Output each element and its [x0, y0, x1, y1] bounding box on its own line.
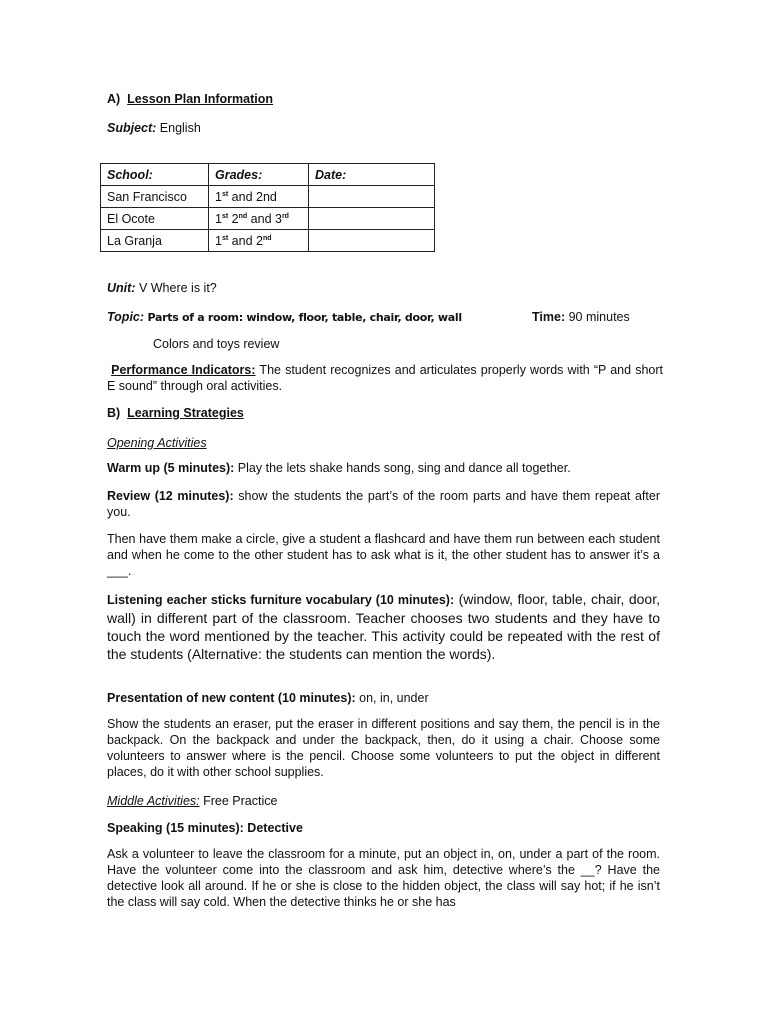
grade-text: 2 — [228, 211, 239, 226]
grade-number: 1 — [215, 211, 222, 226]
warmup-text: Play the lets shake hands song, sing and dance all together. — [234, 461, 571, 475]
grades-cell — [209, 230, 309, 252]
unit-value: V Where is it? — [135, 281, 217, 295]
warmup-line — [107, 460, 660, 476]
grade-text: and 2nd — [228, 189, 277, 204]
grade-number: 1 — [215, 189, 222, 204]
header-school: School: — [101, 164, 209, 186]
time-line — [532, 309, 672, 325]
grade-number: 1 — [215, 233, 222, 248]
review-label: Review (12 minutes): — [107, 489, 234, 503]
grade-suffix: st — [221, 234, 229, 242]
table-row — [101, 208, 435, 230]
grade-suffix: rd — [281, 212, 289, 220]
warmup-label: Warm up (5 minutes): — [107, 461, 235, 475]
topic-value: Parts of a room: window, floor, table, chair, door, wall — [147, 311, 462, 324]
eraser-activity-paragraph: Show the students an eraser, put the eraser in different positions and say them, the pencil is in the backpack. On the backpack and under the backpack, then, do it using a chair. Choose some volunteers to answer where is the pencil. Choose some volunteers to put the object in different places, do it with other school supplies. — [107, 717, 660, 779]
date-cell — [309, 208, 435, 230]
subject-line — [107, 120, 660, 136]
grade-suffix: nd — [262, 234, 272, 242]
unit-label: Unit: — [107, 281, 136, 295]
middle-text: Free Practice — [199, 794, 278, 808]
opening-heading — [107, 435, 660, 451]
subject-label: Subject: — [107, 121, 157, 135]
topic-label: Topic: — [107, 310, 145, 324]
header-grades: Grades: — [209, 164, 309, 186]
speaking-heading: Speaking (15 minutes): Detective — [107, 821, 303, 835]
grades-cell — [209, 186, 309, 208]
presentation-line — [107, 690, 660, 706]
performance-text: The student recognizes and articulates properly words with “P and short E sound” through oral activities. — [107, 363, 663, 393]
presentation-label: Presentation of new content (10 minutes): — [107, 691, 356, 705]
grade-text: and 3 — [247, 211, 282, 226]
topic-extra: Colors and toys review — [153, 337, 280, 351]
header-date: Date: — [309, 164, 435, 186]
presentation-text: on, in, under — [355, 691, 429, 705]
subject-value: English — [156, 121, 201, 135]
middle-title: Middle Activities: — [107, 794, 200, 808]
time-value: 90 minutes — [565, 310, 630, 324]
date-cell — [309, 230, 435, 252]
detective-activity-paragraph: Ask a volunteer to leave the classroom for a minute, put an object in, on, under a part of the room. Have the volunteer come into the classroom and ask him, detective where’s the __? Have the detective look all around. If he or she is close to the hidden object, the class will say hot; if he isn’t the class will say cold. When the detective thinks he or she has — [107, 847, 660, 909]
section-b-heading — [107, 405, 660, 421]
section-a-prefix: A) — [107, 92, 121, 106]
section-a-title: Lesson Plan Information — [127, 92, 274, 106]
section-b-prefix: B) — [107, 406, 121, 420]
performance-indicators — [107, 362, 663, 394]
circle-activity-paragraph: Then have them make a circle, give a student a flashcard and have them run between each student and when he come to the other student has to ask what is it, the other student has to answer it’s a ___. — [107, 532, 660, 578]
listening-label: Listening eacher sticks furniture vocabulary (10 minutes): — [107, 593, 455, 607]
grades-cell — [209, 208, 309, 230]
unit-line — [107, 280, 660, 296]
section-b-title: Learning Strategies — [127, 406, 244, 420]
time-label: Time: — [532, 310, 566, 324]
date-cell — [309, 186, 435, 208]
school-cell: El Ocote — [101, 208, 209, 230]
grade-suffix: st — [221, 190, 229, 198]
review-paragraph — [107, 488, 660, 520]
table-row — [101, 186, 435, 208]
school-cell: La Granja — [101, 230, 209, 252]
schools-table — [100, 163, 435, 252]
listening-text: (window, floor, table, chair, door, wall) in different part of the classroom. Teacher chooses two students and they have to touch the word mentioned by the teacher. This activity could be repeated with the rest of the students (Alternative: the students can mention the words). — [107, 591, 660, 662]
section-a-heading — [107, 91, 660, 107]
table-header-row — [101, 164, 435, 186]
middle-activities-line — [107, 793, 660, 809]
review-text: show the students the part’s of the room parts and have them repeat after you. — [107, 489, 660, 519]
opening-title: Opening Activities — [107, 436, 207, 450]
table-row — [101, 230, 435, 252]
grade-suffix: st — [221, 212, 229, 220]
grade-suffix: nd — [238, 212, 248, 220]
grade-text: and 2 — [228, 233, 263, 248]
listening-paragraph — [107, 590, 660, 663]
performance-label: Performance Indicators: — [111, 363, 256, 377]
school-cell: San Francisco — [101, 186, 209, 208]
